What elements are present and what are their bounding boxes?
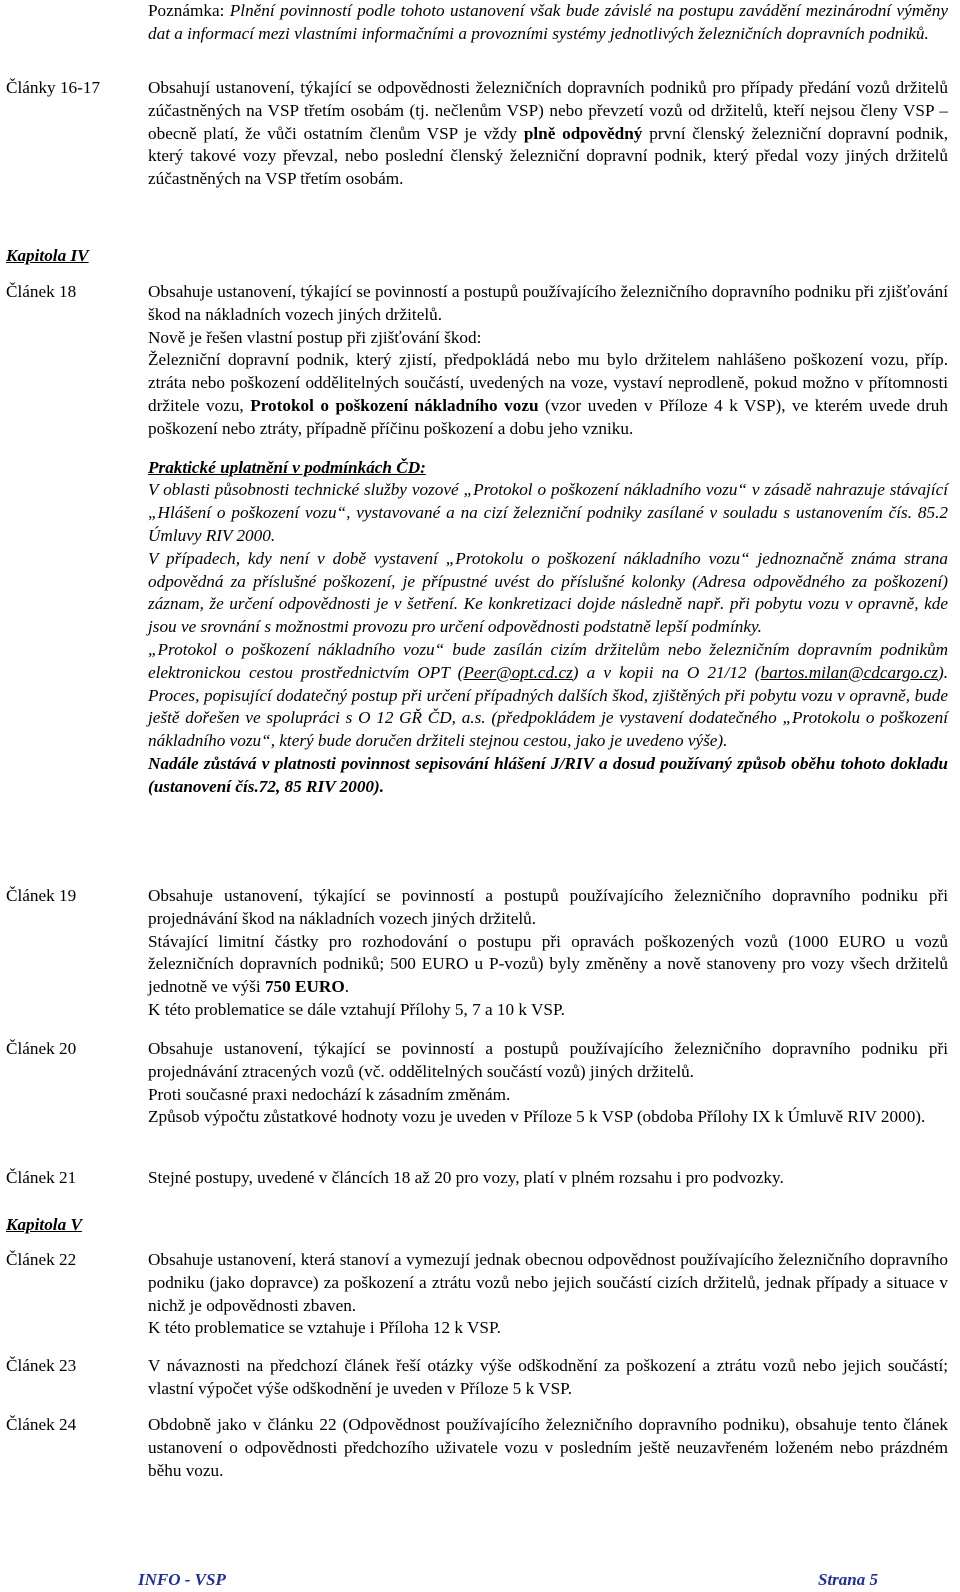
- art19-para-1: Obsahuje ustanovení, týkající se povinností a postupů používajícího železničního dopravního podniku při projednávání škod na nákladních vozech jiných držitelů.: [148, 886, 948, 928]
- art24-para-1: Obdobně jako v článku 22 (Odpovědnost používajícího železničního dopravního podniku), obsahuje tento článek ustanovení o odpovědnosti předchozího uživatele vozu v posledním ještě neuzavřeném loženém nebo prázdném běhu vozu.: [148, 1415, 948, 1480]
- articles-16-17-text: [148, 77, 948, 191]
- article-18-text: [148, 281, 948, 799]
- note-text: [148, 0, 948, 46]
- articles-16-17-label: Články 16-17: [6, 78, 101, 97]
- article-19-text: [148, 885, 948, 1022]
- chapter-iv-heading: Kapitola IV: [6, 246, 89, 265]
- article-24-text: [148, 1414, 948, 1482]
- practical-para-4: Nadále zůstává v platnosti povinnost sepisování hlášení J/RIV a dosud používaný způsob oběhu tohoto dokladu (ustanovení čís.72, 85 RIV 2000).: [148, 753, 948, 796]
- art22-para-2: K této problematice se vztahuje i Příloha 12 k VSP.: [148, 1318, 501, 1338]
- art18-para-3c: (vzor uveden v Příloze 4 k VSP), ve kterém uvede druh poškození nebo ztráty, případně příčinu poškození a dobu jeho vzniku.: [148, 395, 948, 438]
- email-link-cdcargo[interactable]: bartos.milan@cdcargo.cz: [760, 662, 938, 682]
- art16-text-1: Obsahují ustanovení, týkající se odpovědnosti železničních dopravních podniků pro případy předání vozů držitelů zúčastněných na VSP třetím osobám (tj. nečlenům VSP) nebo převzetí vozů od držitelů, kteří nejsou členy VSP – obecně platí, že vůči ostatním členům VSP je vždy: [148, 78, 948, 143]
- article-22-text: [148, 1249, 948, 1340]
- art23-para-1: V návaznosti na předchozí článek řeší otázky výše odškodnění za poškození a ztrátu vozů nebo jejich součástí; vlastní výpočet výše odškodnění je uveden v Příloze 5 k VSP.: [148, 1356, 948, 1398]
- art16-text-2: první členský železniční dopravní podnik, který takové vozy převzal, nebo poslední členský železniční dopravní podnik, který předal vozy jiných držitelů zúčastněných na VSP třetím osobám.: [148, 123, 949, 189]
- article-23-label: Článek 23: [6, 1356, 77, 1375]
- art19-amount: 750 EURO: [264, 977, 345, 997]
- practical-para-2: V případech, kdy není v době vystavení „Protokolu o poškození nákladního vozu“ jednoznačně známa strana odpovědná za příslušné poškození, je přípustné uvést do příslušné kolonky (Adresa odpovědného za poškození) záznam, že určení odpovědnosti je v šetření. Ke konkretizaci dojde následně např. při pobytu vozu v opravně, kde jsou ve srovnání s možnostmi provozu pro určení odpovědnosti podstatně lepší podmínky.: [148, 548, 948, 637]
- art19-para-3: K této problematice se dále vztahují Přílohy 5, 7 a 10 k VSP.: [148, 999, 565, 1019]
- art18-para-1: Obsahuje ustanovení, týkající se povinností a postupů používajícího železničního dopravního podniku při zjišťování škod na nákladních vozech jiných držitelů.: [148, 282, 948, 324]
- article-20-text: [148, 1038, 948, 1129]
- art22-para-1: Obsahuje ustanovení, která stanoví a vymezují jednak obecnou odpovědnost používajícího železničního dopravního podniku (jako dopravce) za poškození a ztrátu vozů nebo jejich součástí cizích držitelů, jednak případy a situace v nichž je odpovědnosti zbaven.: [148, 1250, 948, 1315]
- article-21-label: Článek 21: [6, 1168, 77, 1187]
- article-19-label: Článek 19: [6, 886, 77, 905]
- art20-para-2: Proti současné praxi nedochází k zásadním změnám.: [148, 1084, 511, 1104]
- art20-para-1: Obsahuje ustanovení, týkající se povinností a postupů používajícího železničního dopravního podniku při projednávání ztracených vozů (vč. oddělitelných součástí vozů) jiných držitelů.: [148, 1039, 948, 1081]
- art18-protocol-bold: Protokol o poškození nákladního vozu: [250, 395, 539, 415]
- art16-bold: plně odpovědný: [523, 123, 643, 143]
- note-label: Poznámka:: [148, 1, 225, 20]
- note-body: Plnění povinností podle tohoto ustanovení však bude závislé na postupu zavádění mezinárodní výměny dat a informací mezi vlastními informačními a provozními systémy jednotlivých železničních dopravních podniků.: [148, 1, 949, 43]
- article-18-label: Článek 18: [6, 282, 77, 301]
- email-link-opt[interactable]: Peer@opt.cd.cz: [463, 662, 573, 682]
- art18-para-3a: Železniční dopravní podnik, který zjistí, předpokládá nebo mu bylo držitelem nahlášeno poškození vozu, příp. ztráta nebo poškození oddělitelných součástí, uvedených na voze, vystaví neprodleně, pokud možno v přítomnosti držitele vozu,: [148, 350, 948, 415]
- practical-para-1: V oblasti působnosti technické služby vozové „Protokol o poškození nákladního vozu“ v zásadě nahrazuje stávající „Hlášení o poškození vozu“, vystavované a na cizí železniční podniky zasílané v souladu s ustanovením čís. 85.2 Úmluvy RIV 2000.: [148, 480, 948, 545]
- art20-para-3: Způsob výpočtu zůstatkové hodnoty vozu je uveden v Příloze 5 k VSP (obdoba Přílohy IX k Úmluvě RIV 2000).: [148, 1107, 926, 1127]
- practical-para-3c: ). Proces, popisující dodatečný postup při určení případných dalších škod, zjištěných při pobytu vozu v opravně, bude ještě dořešen ve spolupráci s O 12 GŘ ČD, a.s. (předpokládem je vystavení dodatečného „Protokolu o poškození nákladního vozu“, který bude doručen držiteli stejnou cestou, jako je uvedeno výše).: [148, 662, 948, 751]
- article-22-label: Článek 22: [6, 1250, 77, 1269]
- art21-para-1: Stejné postupy, uvedené v článcích 18 až 20 pro vozy, platí v plném rozsahu i pro podvozky.: [148, 1168, 784, 1187]
- art19-para-2c: .: [344, 977, 349, 997]
- practical-para-3b: ) a v kopii na O 21/12 (: [572, 662, 761, 682]
- practical-heading: Praktické uplatnění v podmínkách ČD:: [148, 457, 426, 477]
- article-23-text: [148, 1355, 948, 1401]
- art19-para-2a: Stávající limitní částky pro rozhodování o postupu při opravách poškozených vozů (1000 EURO u vozů železničních dopravních podniků; 500 EURO u P-vozů) byly změněny a nově stanoveny pro vozy všech držitelů jednotně ve výši: [148, 931, 948, 997]
- practical-para-3a: „Protokol o poškození nákladního vozu“ bude zasílán cizím držitelům nebo železničním dopravním podnikům elektronickou cestou prostřednictvím OPT (: [148, 639, 948, 682]
- page-number: Strana 5: [818, 1570, 878, 1589]
- article-24-label: Článek 24: [6, 1415, 77, 1434]
- chapter-v-heading: Kapitola V: [6, 1215, 82, 1234]
- article-21-text: [148, 1167, 948, 1190]
- art18-para-2: Nově je řešen vlastní postup při zjišťování škod:: [148, 327, 482, 347]
- footer-title: INFO - VSP: [138, 1570, 226, 1589]
- article-20-label: Článek 20: [6, 1039, 77, 1058]
